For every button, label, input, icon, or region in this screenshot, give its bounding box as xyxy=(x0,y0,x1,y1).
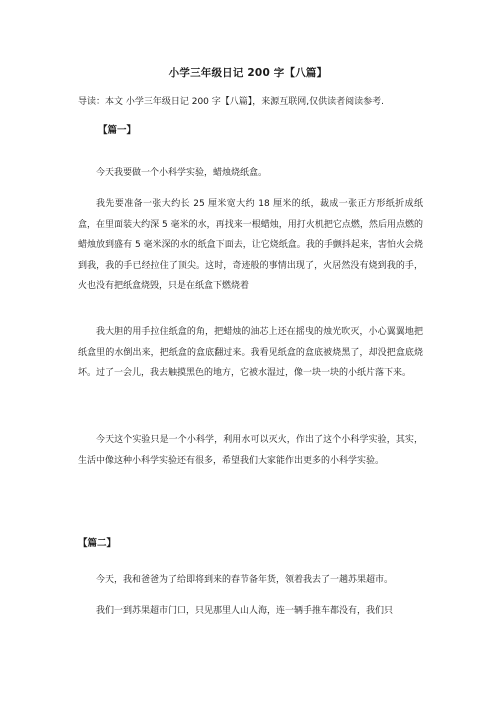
paragraph: 我们一到苏果超市门口，只见那里人山人海，连一辆手推车都没有，我们只 xyxy=(96,606,394,616)
paragraph: 今天，我和爸爸为了给即将到来的春节备年货，领着我去了一趟苏果超市。 xyxy=(96,575,394,585)
paragraph: 我先要准备一张大约长 25 厘米宽大约 18 厘米的纸，裁成一张正方形纸折成纸盒，在里面装大约深 5 毫米的水，再找来一根蜡烛，用打火机把它点燃，然后用点燃的蜡烛放到盛有 5 毫米深的水的纸盒下面去，让它烧纸盒。我的手颤抖起来，害怕火会烧到我，我的手已经拉住了顶尖。这时，奇迹般的事情出现了，火居然没有烧到我的手，火也没有把纸盒烧毁，只是在纸盒下燃烧着 xyxy=(78,199,423,291)
paragraph: 今天这个实验只是一个小科学，利用水可以灭火，作出了这个小科学实验，其实，生活中像这种小科学实验还有很多，希望我们大家能作出更多的小科学实验。 xyxy=(78,435,423,466)
section-heading-1: 【篇一】 xyxy=(98,125,137,136)
paragraph: 我大胆的用手拉住纸盒的角，把蜡烛的油芯上还在摇曳的烛光吹灭，小心翼翼地把纸盒里的水倒出来，把纸盒的盒底翻过来。我看见纸盒的盒底被烧黑了，却没把盒底烧坏。过了一会儿，我去触摸黑色的地方，它被水湿过，像一块一块的小纸片落下来。 xyxy=(78,327,423,378)
section-heading-2: 【篇二】 xyxy=(78,538,117,549)
paragraph: 今天我要做一个小科学实验，蜡烛烧纸盒。 xyxy=(96,168,268,178)
document-title: 小学三年级日记 200 字【八篇】 xyxy=(168,67,328,79)
document-intro: 导读：本文 小学三年级日记 200 字【八篇】，来源互联网,仅供读者阅读参考. xyxy=(78,97,384,107)
